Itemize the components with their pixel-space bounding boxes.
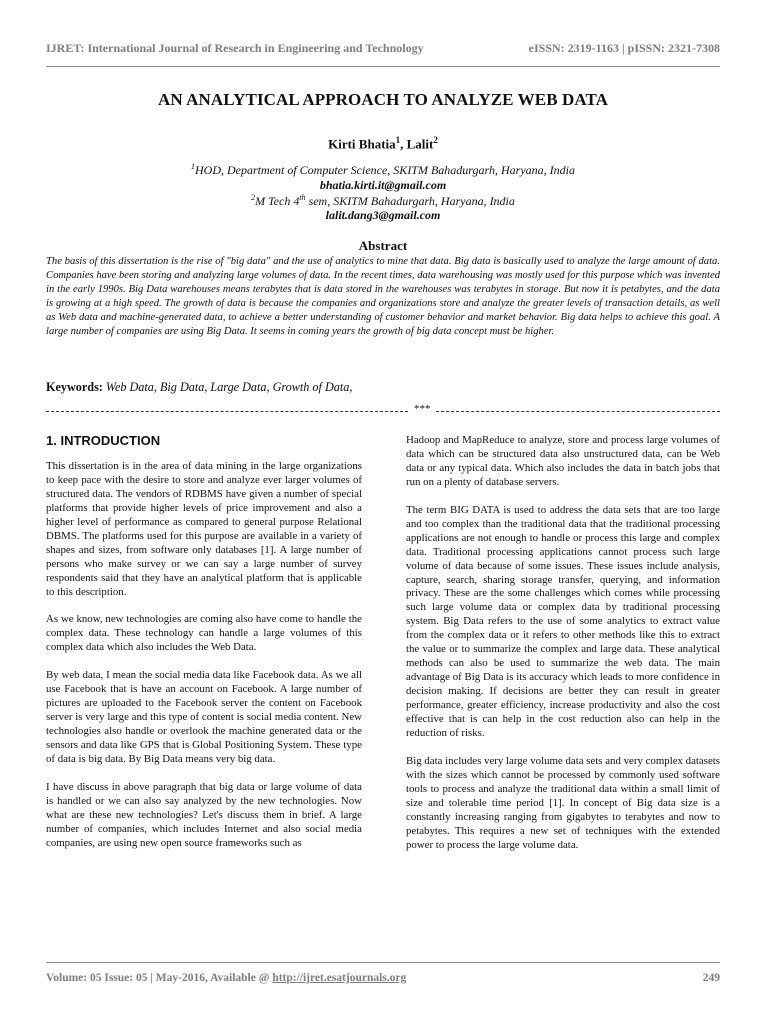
affiliation-2 [46, 191, 720, 208]
abstract-heading: Abstract [358, 238, 408, 253]
author-2-sup: 2 [433, 135, 438, 145]
left-column [46, 460, 362, 865]
right-column [406, 434, 720, 867]
issn: eISSN: 2319-1163 | pISSN: 2321-7308 [528, 41, 720, 55]
author-1: Kirti Bhatia [328, 136, 396, 152]
author-1-sup: 1 [395, 135, 401, 145]
paragraph: Hadoop and MapReduce to analyze, store and process large volumes of data which can be structured data also unstructured data, can be Web data or any typical data. Which also includes the data in batch jobs that run on a plenty of database servers. [406, 434, 720, 488]
running-header [46, 41, 720, 59]
paper-title: AN ANALYTICAL APPROACH TO ANALYZE WEB DATA [157, 90, 609, 109]
affiliation-2-pre: M Tech 4 [255, 194, 300, 208]
paragraph: By web data, I mean the social media data like Facebook data. As we all use Facebook that is have an account on Facebook. A large number of pictures are uploaded to the Facebook server the content on Facebook server is very large and this type of content is social media content. New technologies also handle or overlook the machine generated data or the sensors and data like GPS that is Global Positioning System. These type of data is big data. By Big Data means very big data. [46, 669, 362, 765]
keywords [46, 380, 720, 395]
footer-url-link[interactable]: http://ijret.esatjournals.org [272, 972, 407, 984]
paragraph: The term BIG DATA is used to address the data sets that are too large and too complex than the traditional data that the traditional processing applications are not enough to handle or process this large and complex data. Traditional processing applications cannot process such large volume of data because of some issues. These issues include analysis, capture, search, sharing storage transfer, querying, and information privacy. These are the some challenges which comes while processing such large volume data or complex data by traditional processing system. Big Data refers to the use of some analytics to extract value from the complex data or it refers to other methods like this to extract the value or to summarize the complex and large data. These analytical methods can also be used to summarize the web data. The main advantage of Big Data is its accuracy which leads to more confidence in decision making. If decisions are better they can result in greater performance, greater efficiency, increase productivity and also the cost effective that is can help in the cost reduction also can help in the reduction of risks. [406, 503, 720, 739]
author-2: Lalit [406, 136, 434, 152]
affiliation-2-sup: 2 [251, 193, 256, 202]
affiliation-2-th: th [299, 193, 306, 202]
page-number: 249 [702, 972, 720, 984]
author-separator: , [400, 136, 407, 152]
keywords-label: Keywords: [46, 380, 103, 394]
keywords-text: Web Data, Big Data, Large Data, Growth of Data, [102, 380, 353, 394]
section-heading: 1. INTRODUCTION [46, 433, 161, 448]
affiliation-1 [46, 160, 720, 177]
footer-rule [46, 962, 720, 963]
affiliation-1-sup: 1 [191, 162, 196, 171]
separator-line-right [436, 411, 720, 412]
separator-stars: *** [414, 403, 431, 415]
section-separator [46, 403, 720, 417]
paragraph: Big data includes very large volume data sets and very complex datasets with the sizes which cannot be processed by commonly used software tools to process and analyze the traditional data within a small limit of size and tolerable time period [1]. In concept of Big data size is a constantly increasing ranging from gigabytes to terabytes and now to petabytes. This requires a new set of techniques with the extended power to process the large volume data. [406, 754, 720, 851]
running-footer [46, 972, 720, 984]
paragraph: This dissertation is in the area of data mining in the large organizations to keep pace with the desire to store and analyze ever larger volumes of structured data. The vendors of RDBMS have given a number of special platforms that provide higher levels of price improvement and also a higher level of performance as compared to general purpose Relational DBMS. The platforms used for this purpose are available in a variety of shapes and sizes, from software only databases [1]. A large number of persons who make survey or we can say a large number of survey respondents said that they have an analytical platform that is applicable to this description. [46, 460, 362, 598]
abstract-text: The basis of this dissertation is the rise of "big data" and the use of analytics to mine that data. Big data is basically used to analyze the large amount of data. Companies have been storing and analyzing large volumes of data. In the recent times, data warehousing was mostly used for this purpose which was invented in the early 1990s. Big Data warehouses means terabytes that is data stored in the warehouses was terabytes in storage. But now it is petabytes, and the data is growing at a high speed. The growth of data is because the companies and organizations store and analyze the greater levels of transaction details, as well as Web data and machine-generated data, to achieve a better understanding of customer behavior and market behavior. Big data helps to achieve this goal. A large number of companies are using Big Data. It seems in coming years the growth of big data concept must be higher. [46, 256, 720, 337]
affiliation-1-text: HOD, Department of Computer Science, SKITM Bahadurgarh, Haryana, India [195, 163, 575, 177]
header-rule [46, 66, 720, 67]
email-2[interactable]: lalit.dang3@gmail.com [325, 208, 441, 222]
affiliation-2-post: sem, SKITM Bahadurgarh, Haryana, India [305, 194, 515, 208]
separator-line-left [46, 411, 408, 412]
journal-name: IJRET: International Journal of Research in Engineering and Technology [46, 41, 424, 55]
email-1[interactable]: bhatia.kirti.it@gmail.com [319, 178, 447, 192]
footer-volume: Volume: 05 Issue: 05 | May-2016, Available @ [46, 972, 273, 984]
paragraph: I have discuss in above paragraph that big data or large volume of data is handled or we can also say analyzed by the new technologies. Now what are these new technologies? Let's discuss them in brief. A large number of companies, which includes Internet and also social media companies, are using new open source frameworks such as [46, 780, 362, 849]
authors [46, 135, 720, 152]
paragraph: As we know, new technologies are coming also have come to handle the complex data. These technology can handle a large volumes of this complex data which also includes the Web Data. [46, 613, 362, 654]
